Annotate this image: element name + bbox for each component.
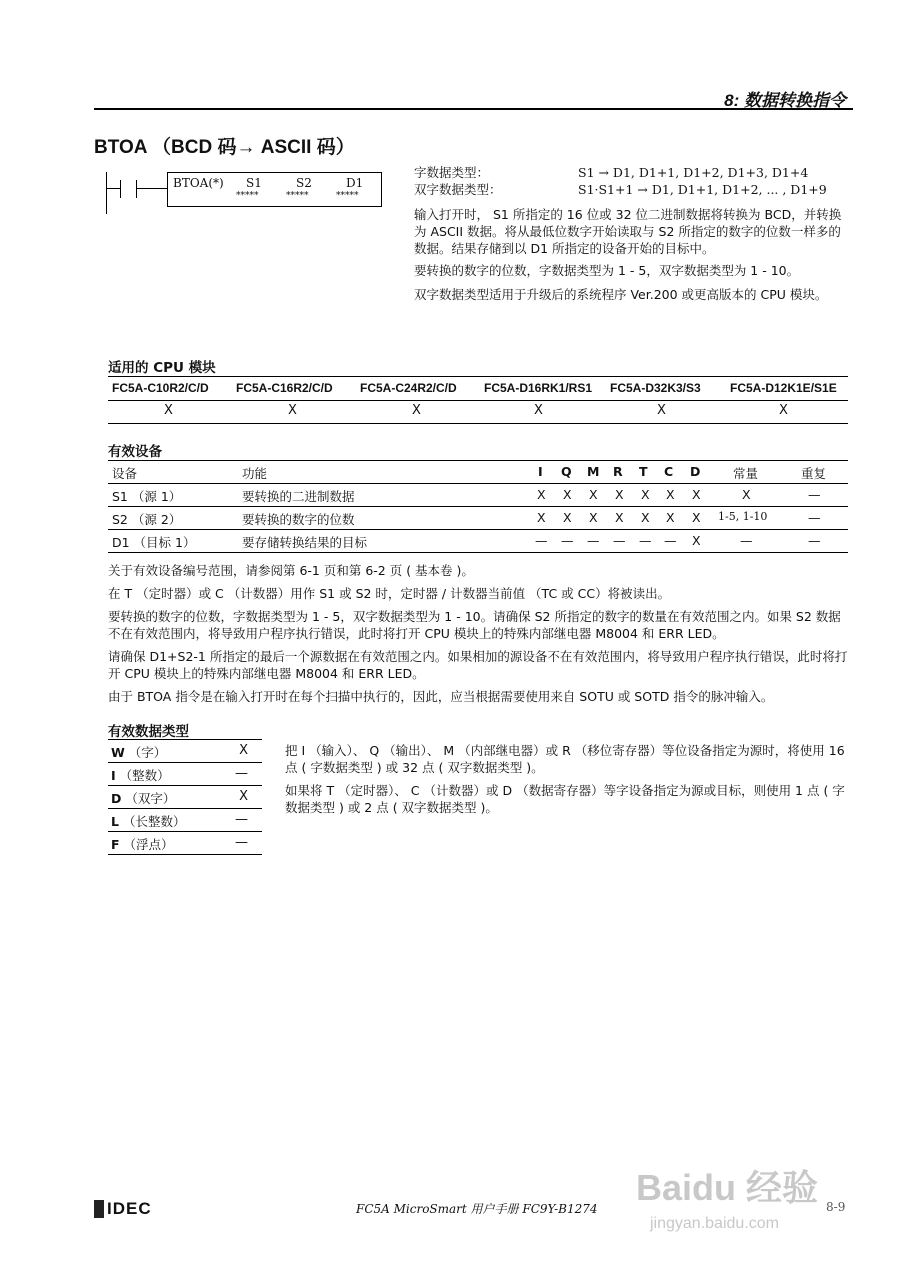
- column-header: 设备: [112, 466, 138, 481]
- dtype-key: L: [111, 814, 119, 829]
- contact-right-bar: [136, 180, 137, 198]
- column-header: 常量: [733, 466, 759, 481]
- device-header-row: [108, 461, 848, 483]
- dtype-value: —: [235, 812, 248, 827]
- constant-cell: 1-5, 1-10: [718, 510, 768, 523]
- operand-d1: D1: [346, 176, 364, 190]
- contact-left-bar: [120, 180, 121, 198]
- table-rule: [108, 423, 848, 424]
- column-header: 重复: [801, 466, 827, 481]
- watermark-url: jingyan.baidu.com: [650, 1215, 779, 1232]
- dtype-row: [108, 832, 262, 855]
- cell: X: [641, 487, 650, 502]
- ladder-wire: [106, 188, 120, 189]
- note-paragraph: 关于有效设备编号范围，请参阅第 6-1 页和第 6-2 页 ( 基本卷 )。: [108, 563, 474, 578]
- column-header: R: [613, 464, 623, 479]
- repeat-cell: —: [808, 533, 821, 548]
- logo-text: IDEC: [107, 1199, 152, 1218]
- cell: —: [535, 533, 548, 548]
- dtype-label: （浮点）: [123, 837, 174, 852]
- page-title: BTOA （BCD 码→ ASCII 码）: [94, 137, 355, 158]
- note-paragraph: 由于 BTOA 指令是在输入打开时在每个扫描中执行的，因此，应当根据需要使用来自 SOTU 或 SOTD 指令的脉冲输入。: [108, 689, 774, 704]
- column-header: 功能: [242, 466, 268, 481]
- cell: —: [664, 533, 677, 548]
- cpu-model: FC5A-D12K1E/S1E: [730, 381, 837, 395]
- cell: X: [589, 487, 598, 502]
- cpu-model: FC5A-C24R2/C/D: [360, 381, 457, 395]
- cpu-model: FC5A-D16RK1/RS1: [484, 381, 593, 395]
- cpu-model: FC5A-C10R2/C/D: [112, 381, 209, 395]
- table-row: [108, 507, 848, 529]
- dtype-row: [108, 809, 262, 832]
- word-type-value: S1 → D1, D1+1, D1+2, D1+3, D1+4: [578, 165, 809, 180]
- dtype-label: （双字）: [125, 791, 176, 806]
- cpu-value: X: [779, 403, 788, 418]
- cpu-value: X: [288, 403, 297, 418]
- cell: X: [537, 487, 546, 502]
- cell: X: [589, 510, 598, 525]
- ladder-wire: [136, 188, 167, 189]
- cell: X: [537, 510, 546, 525]
- cell: —: [613, 533, 626, 548]
- dtype-label: （长整数）: [122, 814, 186, 829]
- section-title: 8: 数据转换指令: [724, 91, 846, 110]
- cpu-value-row: [108, 402, 848, 422]
- description-paragraph: 要转换的数字的位数，字数据类型为 1 - 5，双字数据类型为 1 - 10。: [414, 263, 800, 278]
- dtype-paragraph: 把 I （输入）、 Q （输出）、 M （内部继电器）或 R （移位寄存器）等位设备指定为源时，将使用 16 点 ( 字数据类型 ) 或 32 点 ( 双字数据类型 )。: [285, 743, 845, 775]
- cell: —: [639, 533, 652, 548]
- cpu-model: FC5A-C16R2/C/D: [236, 381, 333, 395]
- dtype-key: W: [111, 745, 125, 760]
- dtype-label: （整数）: [119, 768, 170, 783]
- device-function: 要转换的数字的位数: [242, 512, 355, 527]
- table-row: [108, 484, 848, 506]
- cell: X: [692, 510, 701, 525]
- dtype-row: [108, 786, 262, 809]
- cpu-section-heading: 适用的 CPU 模块: [108, 360, 216, 376]
- cpu-value: X: [534, 403, 543, 418]
- instruction-box: [167, 172, 382, 207]
- note-paragraph: 请确保 D1+S2-1 所指定的最后一个源数据在有效范围之内。如果相加的源设备不在有效范围内，将导致用户程序执行错误，此时将打开 CPU 模块上的特殊内部继电器 M8004 和 ERR LED。: [108, 649, 848, 681]
- constant-cell: X: [742, 487, 751, 502]
- cell: —: [587, 533, 600, 548]
- cell: X: [563, 487, 572, 502]
- column-header: C: [664, 464, 674, 479]
- idec-logo: [94, 1198, 164, 1220]
- operand-s1: S1: [246, 176, 262, 190]
- device-function: 要转换的二进制数据: [242, 489, 355, 504]
- dtype-paragraph: 如果将 T （定时器）、 C （计数器）或 D （数据寄存器）等字设备指定为源或目标，则使用 1 点 ( 字数据类型 ) 或 2 点 ( 双字数据类型 )。: [285, 783, 845, 815]
- column-header: D: [690, 464, 701, 479]
- watermark: Baidu 经验: [636, 1167, 819, 1208]
- dtype-value: X: [239, 743, 248, 758]
- operand-placeholder: *****: [286, 191, 309, 201]
- repeat-cell: —: [808, 487, 821, 502]
- dtype-row: [108, 763, 262, 786]
- dtype-section-heading: 有效数据类型: [108, 724, 189, 740]
- table-rule: [108, 400, 848, 401]
- cell: X: [615, 487, 624, 502]
- description-paragraph: 双字数据类型适用于升级后的系统程序 Ver.200 或更高版本的 CPU 模块。: [414, 287, 828, 302]
- table-row: [108, 530, 848, 552]
- column-header: Q: [561, 464, 572, 479]
- dword-type-label: 双字数据类型：: [414, 182, 502, 197]
- operand-s2: S2: [296, 176, 312, 190]
- cpu-value: X: [164, 403, 173, 418]
- operand-placeholder: *****: [336, 191, 359, 201]
- cpu-value: X: [412, 403, 421, 418]
- page-number: 8-9: [826, 1200, 846, 1214]
- cell: X: [692, 533, 701, 548]
- logo-mark-icon: [94, 1200, 104, 1218]
- column-header: T: [639, 464, 648, 479]
- dtype-key: D: [111, 791, 122, 806]
- cell: X: [692, 487, 701, 502]
- word-type-label: 字数据类型：: [414, 165, 490, 180]
- cell: X: [666, 510, 675, 525]
- dtype-value: —: [235, 766, 248, 781]
- cpu-model: FC5A-D32K3/S3: [610, 381, 701, 395]
- note-paragraph: 在 T （定时器）或 C （计数器）用作 S1 或 S2 时，定时器 / 计数器当前值 （TC 或 CC）将被读出。: [108, 586, 671, 601]
- cell: X: [641, 510, 650, 525]
- table-rule: [108, 552, 848, 553]
- cell: —: [561, 533, 574, 548]
- cell: X: [563, 510, 572, 525]
- constant-cell: —: [740, 533, 753, 548]
- operand-placeholder: *****: [236, 191, 259, 201]
- column-header: I: [538, 464, 543, 479]
- device-name: S2 （源 2）: [112, 512, 182, 527]
- dtype-label: （字）: [128, 745, 167, 760]
- manual-title: FC5A MicroSmart 用户手册 FC9Y-B1274: [356, 1202, 598, 1216]
- device-name: D1 （目标 1）: [112, 535, 196, 550]
- header-rule: [94, 108, 853, 110]
- dtype-key: I: [111, 768, 116, 783]
- dword-type-value: S1·S1+1 → D1, D1+1, D1+2, ... , D1+9: [578, 182, 827, 197]
- device-function: 要存储转换结果的目标: [242, 535, 368, 550]
- instruction-mnemonic: BTOA(*): [173, 176, 224, 190]
- ladder-left-rail: [106, 172, 107, 214]
- cpu-value: X: [657, 403, 666, 418]
- dtype-row: [108, 740, 262, 763]
- cell: X: [666, 487, 675, 502]
- cpu-header-row: [108, 381, 848, 399]
- cell: X: [615, 510, 624, 525]
- repeat-cell: —: [808, 510, 821, 525]
- description-paragraph: 输入打开时， S1 所指定的 16 位或 32 位二进制数据将转换为 BCD，并转换为 ASCII 数据。将从最低位数字开始读取与 S2 所指定的数字的位数一样多的数据。结果存储到以 D1 所指定的设备开始的目标中。: [414, 207, 842, 256]
- dtype-key: F: [111, 837, 120, 852]
- dtype-value: X: [239, 789, 248, 804]
- device-name: S1 （源 1）: [112, 489, 182, 504]
- dtype-value: —: [235, 835, 248, 850]
- note-paragraph: 要转换的数字的位数，字数据类型为 1 - 5，双字数据类型为 1 - 10。请确保 S2 所指定的数字的数量在有效范围之内。如果 S2 数据不在有效范围内，将导致用户程序执行错误，此时将打开 CPU 模块上的特殊内部继电器 M8004 和 ERR LED。: [108, 609, 841, 641]
- device-section-heading: 有效设备: [108, 444, 162, 460]
- table-rule: [108, 376, 848, 377]
- column-header: M: [587, 464, 600, 479]
